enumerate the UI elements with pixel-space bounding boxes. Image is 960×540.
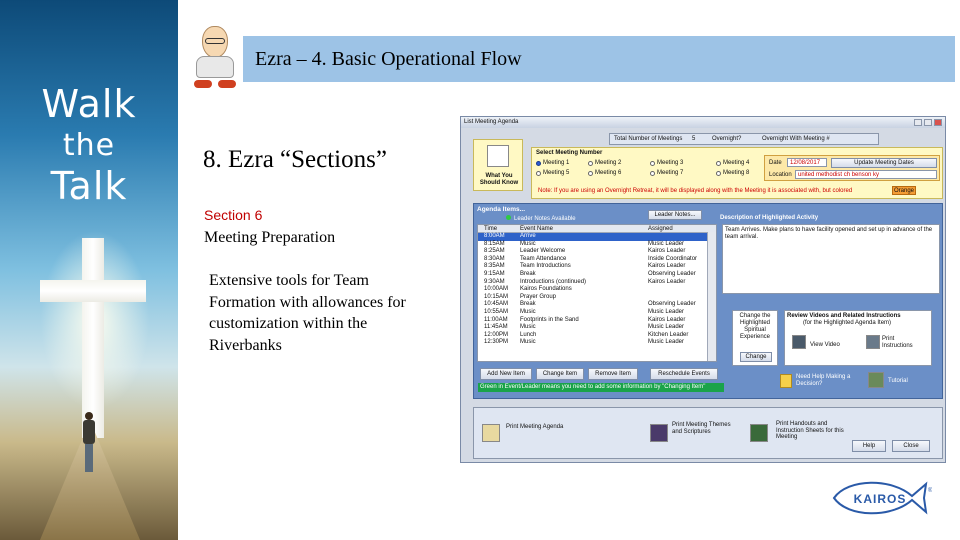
- agenda-row[interactable]: [478, 317, 716, 325]
- agenda-cell-event: Introductions (continued): [520, 278, 587, 285]
- print-agenda-icon[interactable]: [482, 424, 500, 442]
- close-icon[interactable]: [934, 119, 942, 126]
- agenda-cell-time: 11:00AM: [484, 316, 508, 323]
- meeting-radio-3[interactable]: Meeting 3: [650, 160, 683, 166]
- agenda-cell-event: Footprints in the Sand: [520, 316, 579, 323]
- date-location-box: [764, 155, 940, 181]
- green-hint-bar: Green in Event/Leader means you need to add some information by "Changing Item": [478, 383, 724, 392]
- agenda-cell-time: 10:45AM: [484, 301, 509, 308]
- close-button[interactable]: Close: [892, 440, 930, 452]
- need-help-label[interactable]: Need Help Making a Decision?: [796, 374, 851, 387]
- review-videos-title: Review Videos and Related Instructions: [787, 313, 901, 319]
- summary-bar: [609, 133, 879, 145]
- print-themes-icon[interactable]: [650, 424, 668, 442]
- maximize-icon[interactable]: [924, 119, 932, 126]
- section-subtitle: Meeting Preparation: [204, 229, 336, 246]
- banner-title-walk: Walk: [41, 82, 137, 126]
- agenda-row[interactable]: [478, 339, 716, 347]
- window-controls: [914, 119, 942, 126]
- agenda-cell-event: Prayer Group: [520, 293, 557, 300]
- agenda-cell-time: 10:00AM: [484, 286, 509, 293]
- agenda-cell-event: Team Attendance: [520, 255, 567, 262]
- meeting-radio-8[interactable]: Meeting 8: [716, 170, 749, 176]
- agenda-cell-assigned: Kitchen Leader: [648, 331, 689, 338]
- leader-notes-button[interactable]: Leader Notes...: [648, 210, 702, 220]
- minimize-icon[interactable]: [914, 119, 922, 126]
- change-button[interactable]: Change: [740, 352, 772, 362]
- help-button[interactable]: Help: [852, 440, 886, 452]
- window-titlebar: [461, 117, 945, 128]
- agenda-cell-time: 8:00AM: [484, 233, 505, 239]
- walk-the-talk-banner: [0, 0, 178, 540]
- print-instructions-label[interactable]: Print Instructions: [882, 336, 913, 349]
- meeting-radio-5[interactable]: Meeting 5: [536, 170, 569, 176]
- print-agenda-label[interactable]: Print Meeting Agenda: [506, 424, 564, 430]
- description-box: [722, 224, 940, 294]
- agenda-cell-assigned: Observing Leader: [648, 301, 696, 308]
- agenda-cell-time: 10:15AM: [484, 293, 509, 300]
- agenda-cell-time: 8:15AM: [484, 240, 505, 247]
- agenda-cell-time: 12:30PM: [484, 339, 509, 346]
- total-meetings-value: 5: [692, 136, 696, 142]
- agenda-row[interactable]: [478, 279, 716, 287]
- date-label: Date: [769, 160, 782, 166]
- section-title: 8. Ezra “Sections”: [203, 146, 387, 173]
- section-body: Extensive tools for Team Formation with allowances for customization within the Riverbanks: [209, 272, 406, 354]
- agenda-cell-assigned: Music Leader: [648, 324, 685, 331]
- agenda-cell-event: Music: [520, 339, 536, 346]
- agenda-cell-event: Kairos Foundations: [520, 286, 572, 293]
- agenda-row[interactable]: [478, 286, 716, 294]
- agenda-cell-event: Leader Welcome: [520, 248, 566, 255]
- agenda-items-title: Agenda Items...: [477, 206, 526, 213]
- column-event[interactable]: Event Name: [520, 226, 554, 232]
- agenda-cell-event: Break: [520, 270, 536, 277]
- what-you-should-know-label: What You Should Know: [479, 173, 519, 186]
- agenda-cell-assigned: Kairos Leader: [648, 263, 686, 270]
- banner-title-the: the: [62, 128, 116, 163]
- agenda-cell-assigned: Music Leader: [648, 308, 685, 315]
- banner-title-talk: Talk: [50, 164, 128, 208]
- agenda-cell-assigned: [646, 294, 710, 302]
- agenda-list[interactable]: [477, 224, 717, 362]
- overnight-with-label: Overnight With Meeting #: [762, 136, 830, 142]
- add-new-item-button[interactable]: Add New Item: [480, 368, 532, 380]
- agenda-cell-assigned: Inside Coordinator: [648, 255, 698, 262]
- agenda-cell-time: 8:35AM: [484, 263, 505, 270]
- agenda-cell-assigned: Kairos Leader: [648, 248, 686, 255]
- leader-notes-available: Leader Notes Available: [506, 215, 576, 222]
- column-time[interactable]: Time: [484, 226, 498, 232]
- what-you-should-know-button[interactable]: [473, 139, 523, 191]
- print-handouts-label[interactable]: Print Handouts and Instruction Sheets for this Meeting: [776, 421, 844, 440]
- agenda-list-header: [478, 225, 716, 233]
- update-meeting-dates-button[interactable]: Update Meeting Dates: [831, 158, 937, 168]
- agenda-cell-event: Lunch: [520, 331, 537, 338]
- location-label: Location: [769, 172, 792, 178]
- agenda-row[interactable]: [478, 271, 716, 279]
- agenda-row[interactable]: [478, 241, 716, 249]
- remove-item-button[interactable]: Remove Item: [588, 368, 638, 380]
- cross-icon: [82, 238, 104, 438]
- page-title: Ezra – 4. Basic Operational Flow: [255, 48, 522, 70]
- agenda-row[interactable]: [478, 301, 716, 309]
- agenda-cell-event: Music: [520, 240, 536, 247]
- list-scrollbar[interactable]: [707, 232, 716, 361]
- tutorial-label[interactable]: Tutorial: [888, 378, 908, 384]
- tutorial-icon[interactable]: [868, 372, 884, 388]
- description-title: Description of Highlighted Activity: [720, 215, 819, 221]
- question-icon[interactable]: [780, 374, 792, 388]
- printer-icon[interactable]: [866, 335, 880, 349]
- meeting-selector-panel: [531, 147, 943, 199]
- window-title: List Meeting Agenda: [464, 119, 519, 125]
- column-assigned[interactable]: Assigned: [648, 226, 673, 232]
- agenda-cell-time: 9:30AM: [484, 278, 505, 285]
- print-panel: [473, 407, 943, 459]
- total-meetings-label: Total Number of Meetings: [614, 136, 683, 142]
- print-themes-label[interactable]: Print Meeting Themes and Scriptures: [672, 422, 731, 435]
- agenda-cell-event: Break: [520, 301, 536, 308]
- section-label: Section 6: [204, 207, 263, 223]
- description-text: Team Arrives. Make plans to have facility opened and set up in advance of the team arrival.: [725, 227, 933, 240]
- agenda-cell-time: 11:45AM: [484, 324, 508, 331]
- walking-person-icon: [82, 412, 96, 472]
- agenda-cell-assigned: [646, 233, 710, 241]
- review-videos-sub: (for the Highlighted Agenda Item): [803, 320, 892, 326]
- agenda-cell-event: Team Introductions: [520, 263, 571, 270]
- select-meeting-label: Select Meeting Number: [536, 150, 603, 156]
- agenda-cell-assigned: Kairos Leader: [648, 278, 686, 285]
- checklist-icon: [487, 145, 509, 167]
- agenda-row[interactable]: [478, 309, 716, 317]
- overnight-label: Overnight?: [712, 136, 742, 142]
- location-field[interactable]: united methodist ch benson ky: [795, 170, 937, 179]
- agenda-cell-event: Arrive: [520, 233, 536, 239]
- orange-legend: Orange: [893, 188, 914, 194]
- change-item-button[interactable]: Change Item: [536, 368, 584, 380]
- meeting-radio-7[interactable]: Meeting 7: [650, 170, 683, 176]
- agenda-row[interactable]: [478, 324, 716, 332]
- agenda-row[interactable]: [478, 263, 716, 271]
- overnight-note: Note: If you are using an Overnight Retreat, it will be displayed along with the Meeting it is associated with, but colored: [538, 188, 853, 194]
- agenda-items-panel: [473, 203, 943, 399]
- agenda-cell-assigned: Music Leader: [648, 240, 685, 247]
- kairos-logo: [828, 476, 932, 520]
- meeting-radio-6[interactable]: Meeting 6: [588, 170, 621, 176]
- cartoon-character-icon: [190, 22, 244, 92]
- logo-registered: ®: [928, 488, 932, 494]
- green-dot-icon: [506, 215, 511, 220]
- date-field[interactable]: 12/08/2017: [787, 158, 827, 167]
- agenda-rows: [478, 233, 716, 347]
- agenda-cell-assigned: Observing Leader: [648, 270, 696, 277]
- agenda-row[interactable]: [478, 332, 716, 340]
- change-highlighted-label: Change the Highlighted Spiritual Experience: [739, 313, 771, 340]
- agenda-cell-assigned: Music Leader: [648, 339, 685, 346]
- video-camera-icon[interactable]: [792, 335, 806, 349]
- meeting-radio-2[interactable]: Meeting 2: [588, 160, 621, 166]
- meeting-radio-1[interactable]: Meeting 1: [536, 160, 569, 166]
- agenda-cell-event: Music: [520, 308, 536, 315]
- agenda-row[interactable]: [478, 233, 716, 241]
- agenda-cell-time: 8:30AM: [484, 255, 505, 262]
- agenda-cell-assigned: Kairos Leader: [648, 316, 686, 323]
- agenda-cell-time: 8:25AM: [484, 248, 505, 255]
- agenda-cell-assigned: [646, 286, 710, 294]
- agenda-cell-time: 12:00PM: [484, 331, 509, 338]
- agenda-row[interactable]: [478, 294, 716, 302]
- logo-text: KAIROS: [853, 492, 907, 506]
- view-video-label[interactable]: View Video: [810, 342, 840, 348]
- agenda-cell-event: Music: [520, 324, 536, 331]
- agenda-cell-time: 9:15AM: [484, 270, 505, 277]
- meeting-agenda-window: [460, 116, 946, 463]
- agenda-row[interactable]: [478, 248, 716, 256]
- agenda-cell-time: 10:55AM: [484, 308, 509, 315]
- agenda-row[interactable]: [478, 256, 716, 264]
- reschedule-events-button[interactable]: Reschedule Events: [650, 368, 718, 380]
- meeting-radio-4[interactable]: Meeting 4: [716, 160, 749, 166]
- print-handouts-icon[interactable]: [750, 424, 768, 442]
- cross-icon-bar: [40, 280, 146, 302]
